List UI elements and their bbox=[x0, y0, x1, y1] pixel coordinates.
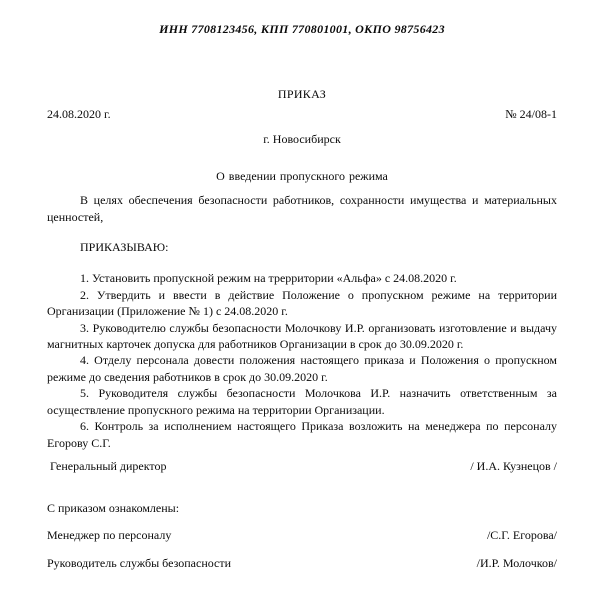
acknowledged-label: С приказом ознакомлены: bbox=[47, 501, 180, 516]
order-item-5: 5. Руководителя службы безопасности Молочкова И.Р. назначить ответственным за осуществление пропускного режима на территории Организации. bbox=[47, 386, 557, 417]
document-number: № 24/08-1 bbox=[505, 106, 557, 121]
order-items-list bbox=[47, 270, 557, 450]
document-subject: О введении пропускного режима bbox=[216, 168, 388, 183]
acknowledged-signature-2: /И.Р. Молочков/ bbox=[476, 556, 557, 571]
document-title: ПРИКАЗ bbox=[277, 87, 327, 102]
intro-paragraph: В целях обеспечения безопасности работников, сохранности имущества и материальных ценностей, bbox=[47, 193, 557, 225]
order-keyword: ПРИКАЗЫВАЮ: bbox=[80, 240, 169, 255]
acknowledged-signature-1: /С.Г. Егорова/ bbox=[486, 527, 557, 542]
director-position: Генеральный директор bbox=[50, 458, 167, 473]
order-item-6: 6. Контроль за исполнением настоящего Приказа возложить на менеджера по персоналу Егорову С.Г. bbox=[47, 419, 557, 450]
acknowledged-row bbox=[47, 527, 557, 543]
acknowledged-row bbox=[47, 555, 557, 571]
order-item-1: 1. Установить пропускной режим на трерритории «Альфа» с 24.08.2020 г. bbox=[80, 271, 457, 286]
acknowledged-position-2: Руководитель службы безопасности bbox=[47, 556, 232, 571]
director-signature-name: / И.А. Кузнецов / bbox=[470, 458, 557, 473]
order-item-2: 2. Утвердить и ввести в действие Положение о пропускном режиме на территории Организации (Приложение № 1) с 24.08.2020 г. bbox=[47, 287, 557, 319]
date-number-row bbox=[47, 106, 557, 122]
acknowledged-position-1: Менеджер по персоналу bbox=[47, 527, 172, 542]
document-date: 24.08.2020 г. bbox=[47, 106, 111, 121]
document-city: г. Новосибирск bbox=[263, 132, 341, 147]
order-item-3: 3. Руководителю службы безопасности Молочкову И.Р. организовать изготовление и выдачу магнитных карточек допуска для работников Организации в срок до 30.09.2020 г. bbox=[47, 320, 557, 352]
company-requisites-line: ИНН 7708123456, КПП 770801001, ОКПО 98756423 bbox=[159, 22, 445, 36]
director-signature-row bbox=[47, 458, 557, 474]
order-item-4: 4. Отделу персонала довести положения настоящего приказа и Положения о пропускном режиме до сведения работников в срок до 30.09.2020 г. bbox=[47, 353, 557, 384]
